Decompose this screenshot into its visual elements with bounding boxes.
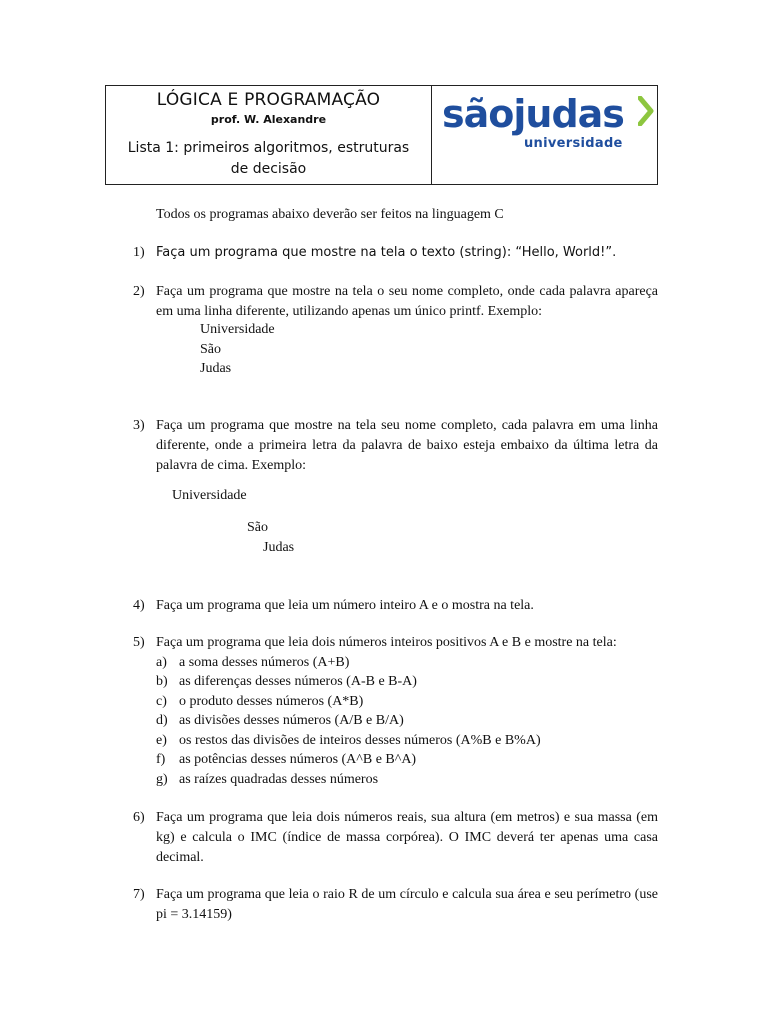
q3-example-3: Judas — [263, 540, 295, 555]
q5-item-b-letter: b) — [156, 674, 168, 689]
header-logo-cell — [432, 86, 657, 184]
list-title-line2: de decisão — [230, 161, 307, 177]
q4-number: 4) — [133, 598, 145, 613]
q3-number: 3) — [133, 418, 145, 433]
q3-example-1: Universidade — [172, 488, 247, 503]
q5-item-d-text: as divisões desses números (A/B e B/A) — [179, 713, 404, 728]
q1-text: Faça um programa que mostre na tela o texto (string): “Hello, World!”. — [156, 245, 617, 260]
professor-name: prof. W. Alexandre — [210, 113, 327, 126]
header-title-cell — [106, 86, 432, 184]
q5-item-c-text: o produto desses números (A*B) — [179, 694, 364, 709]
q5-item-f-text: as potências desses números (A^B e B^A) — [179, 752, 417, 767]
q5-item-e-text: os restos das divisões de inteiros desses números (A%B e B%A) — [179, 733, 541, 748]
university-logo — [442, 92, 624, 151]
list-title-line1: Lista 1: primeiros algoritmos, estruturas — [127, 140, 410, 156]
q2-example-3: Judas — [200, 361, 232, 376]
q5-text: Faça um programa que leia dois números inteiros positivos A e B e mostre na tela: — [156, 635, 617, 650]
intro-text: Todos os programas abaixo deverão ser feitos na linguagem C — [156, 207, 504, 222]
q6-number: 6) — [133, 810, 145, 825]
list-title — [106, 138, 431, 180]
q5-number: 5) — [133, 635, 145, 650]
q5-item-c-letter: c) — [156, 694, 167, 709]
q5-item-a-text: a soma desses números (A+B) — [179, 655, 350, 670]
course-title: LÓGICA E PROGRAMAÇÃO — [156, 90, 381, 110]
header-table — [105, 85, 658, 185]
q5-item-g-letter: g) — [156, 772, 168, 787]
q3-text: Faça um programa que mostre na tela seu nome completo, cada palavra em uma linha diferente, onde a primeira letra da palavra de baixo esteja embaixo da última letra da palavra de cima. Exemplo: — [156, 418, 658, 473]
q3-example-2: São — [247, 520, 268, 535]
q2-example-2: São — [200, 342, 221, 357]
q2-example-1: Universidade — [200, 322, 275, 337]
q1-number: 1) — [133, 245, 145, 260]
q7-text: Faça um programa que leia o raio R de um círculo e calcula sua área e seu perímetro (use pi = 3.14159) — [156, 887, 658, 922]
q5-item-a-letter: a) — [156, 655, 167, 670]
q7-number: 7) — [133, 887, 145, 902]
q2-text: Faça um programa que mostre na tela o seu nome completo, onde cada palavra apareça em uma linha diferente, utilizando apenas um único printf. Exemplo: — [156, 284, 658, 319]
q5-item-b-text: as diferenças desses números (A-B e B-A) — [179, 674, 417, 689]
q5-item-f-letter: f) — [156, 752, 166, 767]
q4-text: Faça um programa que leia um número inteiro A e o mostra na tela. — [156, 598, 534, 613]
q2-number: 2) — [133, 284, 145, 299]
chevron-right-icon — [638, 96, 654, 126]
q5-item-g-text: as raízes quadradas desses números — [179, 772, 379, 787]
q5-item-d-letter: d) — [156, 713, 168, 728]
logo-subtitle: universidade — [524, 136, 623, 151]
q5-item-e-letter: e) — [156, 733, 167, 748]
q6-text: Faça um programa que leia dois números reais, sua altura (em metros) e sua massa (em kg) e calcula o IMC (índice de massa corpórea). O IMC deverá ter apenas uma casa decimal. — [156, 810, 658, 865]
logo-wordmark: sãojudas — [442, 92, 624, 136]
